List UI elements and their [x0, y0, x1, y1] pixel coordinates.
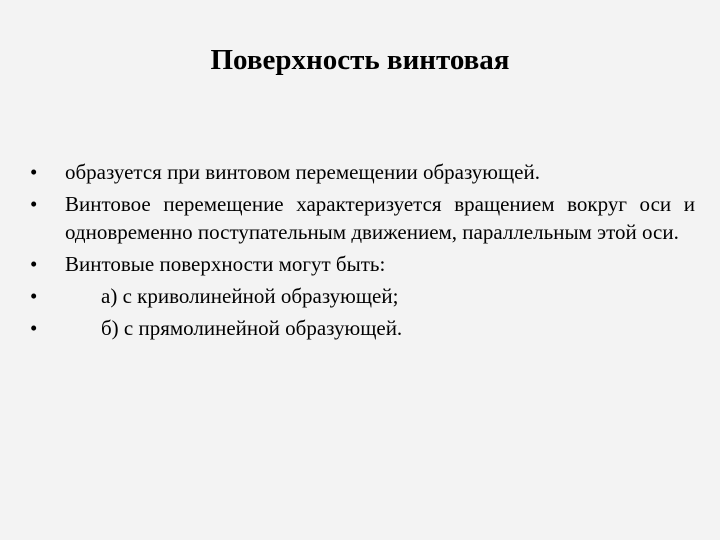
bullet-item [30, 314, 695, 342]
bullet-item [30, 282, 695, 310]
bullet-marker: • [30, 284, 38, 308]
bullet-marker: • [30, 192, 38, 216]
bullet-text: Винтовое перемещение характеризуется вращением вокруг оси и одновременно поступательным движением, параллельным этой оси. [65, 192, 695, 244]
bullet-marker: • [30, 160, 38, 184]
bullet-item [30, 250, 695, 278]
bullet-marker: • [30, 316, 38, 340]
slide-title: Поверхность винтовая [210, 44, 510, 76]
bullet-item [30, 190, 695, 246]
bullet-text: б) с прямолинейной образующей. [101, 316, 403, 340]
bullet-text: а) с криволинейной образующей; [101, 284, 399, 308]
bullet-list [30, 158, 695, 346]
bullet-text: образуется при винтовом перемещении образующей. [65, 160, 540, 184]
bullet-text: Винтовые поверхности могут быть: [65, 252, 386, 276]
bullet-item [30, 158, 695, 186]
bullet-marker: • [30, 252, 38, 276]
